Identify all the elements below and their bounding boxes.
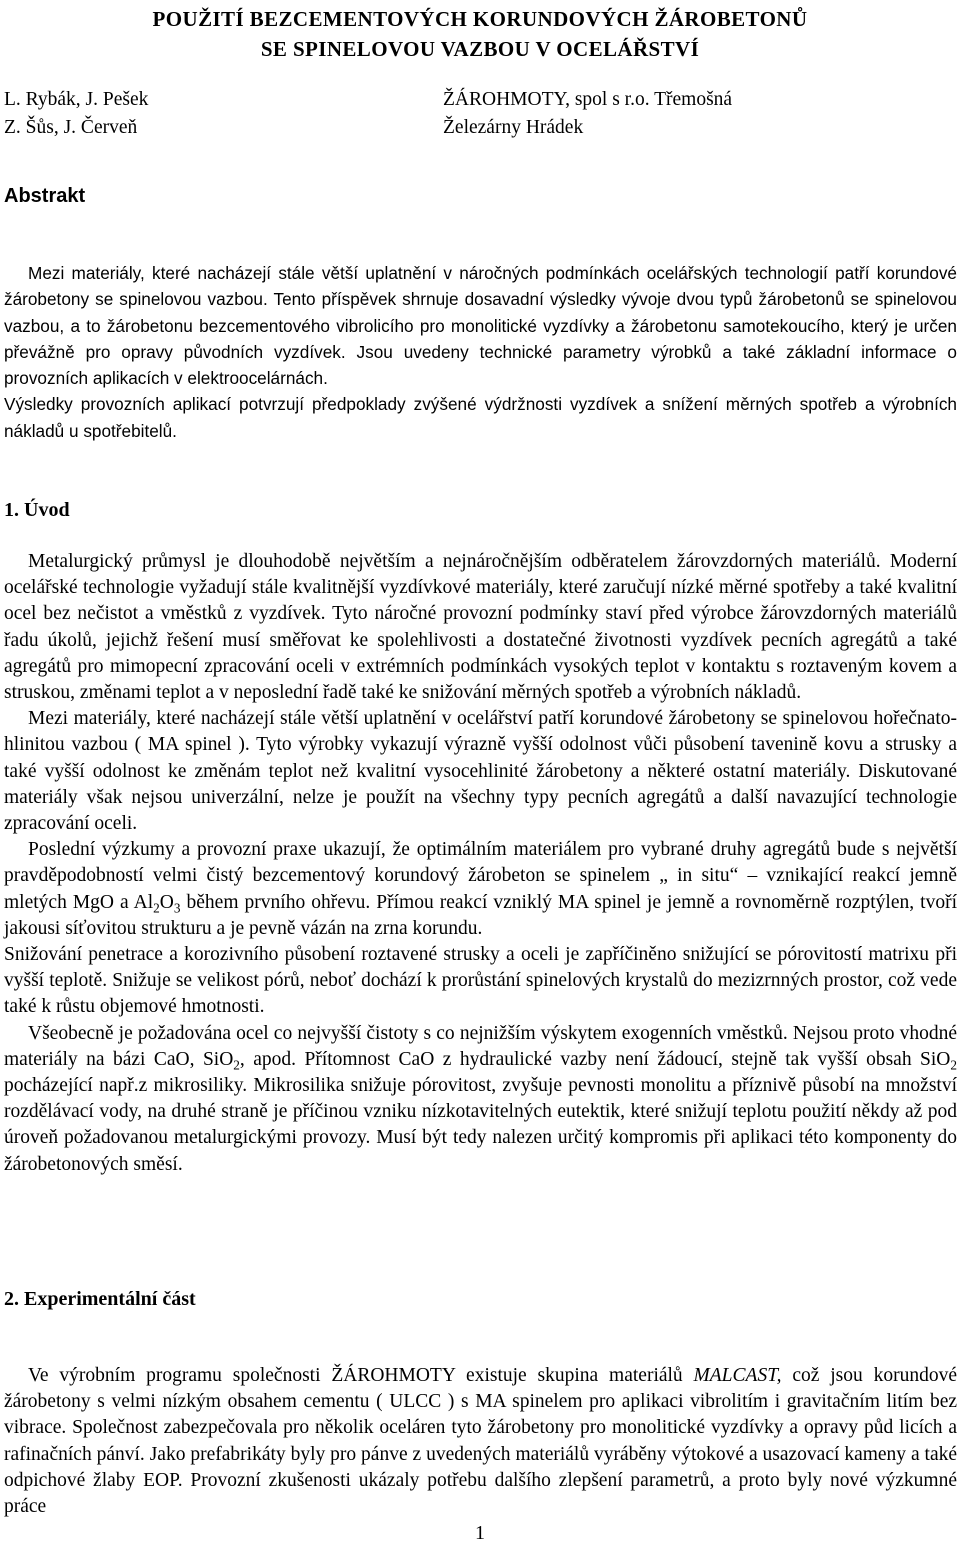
section-1-body: [4, 549, 957, 1178]
subscript: 2: [153, 900, 160, 916]
authors-names: [4, 86, 148, 142]
section-1-paragraph-3: [4, 837, 957, 942]
p3-text-a: Poslední výzkumy a provozní praxe ukazují, že optimálním materiálem pro vybrané druhy agregátů bude s největší pravděpodobností velmi čistý bezcementový korundový žárobeton se spinelem „ in situ“ – vznikající reakcí jemně mletých MgO a Al: [4, 839, 957, 913]
abstract-paragraph-1: [4, 260, 957, 391]
s2-text-b: což jsou korundové žárobetony s velmi nízkým obsahem cementu ( ULCC ) s MA spinelem pro aplikaci vibrolitím i gravitačním litím bez vibrace. Společnost zabezpečovala pro několik oceláren tyto žárobetony pro monolitické vyzdívky a opravy půd licích a rafinačních pánví. Jako prefabrikáty byly pro pánve z uvedených materiálů vyráběny výtokové a usazovací kameny a také odpichové žlaby EOP. Provozní zkušenosti ukázaly potřebu dalšího zlepšení parametrů, a proto byly nové výzkumné práce: [4, 1365, 957, 1518]
title-line-2: SE SPINELOVOU VAZBOU V OCELÁŘSTVÍ: [260, 37, 700, 61]
p3-text-b: během prvního ohřevu. Přímou reakcí vzniklý MA spinel je jemně a rovnoměrně rozptýlen, tvoří jakousi síťovitou strukturu a je pevně vázán na zrna korundu.: [4, 891, 957, 939]
page-number: 1: [475, 1522, 485, 1544]
abstract-sentence-3: Jsou uvedeny technické parametry výrobků a také základní informace o provozních aplikacích v elektroocelárnách.: [4, 341, 957, 389]
p5-text-a: Všeobecně je požadována ocel co nejvyšší čistoty s co nejnižším výskytem exogenních vměstků. Nejsou proto vhodné materiály na bázi CaO, SiO: [4, 1022, 957, 1070]
authors-affiliations: [443, 86, 732, 142]
section-2-body: [4, 1363, 957, 1520]
product-name: MALCAST,: [693, 1365, 782, 1386]
affiliation-line-1: ŽÁROHMOTY, spol s r.o. Třemošná: [443, 89, 733, 110]
title-line-1: POUŽITÍ BEZCEMENTOVÝCH KORUNDOVÝCH ŽÁROBETONŮ: [152, 7, 808, 31]
section-1-paragraph-5: [4, 1021, 957, 1178]
p5-text-c: pocházející např.z mikrosiliky. Mikrosilika snižuje pórovitost, zvyšuje pevnosti monolitu a příznivě působí na množství rozdělávací vody, na druhé straně je příčinou vzniku nízkotavitelných eutektik, které snižují teplotu použití někdy až pod úroveň požadovanou metalurgickými provozy. Musí být tedy nalezen určitý kompromis při aplikaci této komponenty do žárobetonových směsí.: [4, 1075, 957, 1175]
abstract-sentence-1: Mezi materiály, které nacházejí stále větší uplatnění v náročných podmínkách ocelářských technologií patří korundové žárobetony se spinelovou vazbou.: [4, 263, 957, 310]
subscript: 3: [173, 900, 181, 916]
abstract-sentence-2: Tento příspěvek shrnuje dosavadní výsledky vývoje dvou typů žárobetonů se spinelovou vazbou, a to žárobetonu bezcementového vibrolicího pro monolitické vyzdívky a žárobetonu samotekoucího, který je určen převážně pro opravy původních vyzdívek.: [4, 289, 957, 362]
section-1-paragraph-2: Mezi materiály, které nacházejí stále větší uplatnění v ocelářství patří korundové žárobetony se spinelovou hořečnato-hlinitou vazbou ( MA spinel ). Tyto výrobky vykazují výrazně vyšší odolnost vůči působení tavenině kovu a strusky a také vyšší odolnost ke změnám teplot než kvalitní vysocehlinité žárobetony a některé ostatní materiály. Diskutované materiály však nejsou univerzální, nelze je použít na všechny typy pecních agregátů a další navazující technologie zpracování oceli.: [4, 708, 957, 835]
p3-text-mid: O: [159, 891, 174, 913]
authors-line-2: Z. Šůs, J. Červeň: [4, 117, 138, 138]
affiliation-line-2: Železárny Hrádek: [443, 117, 584, 138]
abstract-body: [4, 260, 957, 444]
section-2-paragraph-1: [4, 1363, 957, 1520]
section-1-paragraph-4: Snižování penetrace a korozivního působení roztavené strusky a oceli je zapříčiněno snižující se pórovitostí matrixu při vyšší teplotě. Snižuje se velikost pórů, neboť dochází k prorůstání spinelových krystalů do mezizrnných prostor, což vede také k růstu objemové hmotnosti.: [4, 944, 957, 1018]
p5-text-b: , apod. Přítomnost CaO z hydraulické vazby není žádoucí, stejně tak vyšší obsah SiO: [239, 1048, 951, 1070]
subscript: 2: [233, 1057, 240, 1073]
authors-line-1: L. Rybák, J. Pešek: [4, 89, 149, 110]
s2-text-a: Ve výrobním programu společnosti ŽÁROHMOTY existuje skupina materiálů: [28, 1365, 694, 1386]
section-1-paragraph-1: Metalurgický průmysl je dlouhodobě největším a nejnáročnějším odběratelem žárovzdorných materiálů. Moderní ocelářské technologie vyžadují stále kvalitnější vyzdívkové materiály, které zaručují nízké měrné spotřeby a také kvalitní ocel bez nečistot a vměstků z vyzdívek. Tyto náročné provozní podmínky staví před výrobce žárovzdorných materiálů řadu úkolů, jejichž řešení musí směřovat ke spolehlivosti a dostatečné životnosti vyzdívek pecních agregátů a také agregátů pro mimopecní zpracování oceli v extrémních podmínkách vysokých teplot v kontaktu s roztaveným kovem a struskou, změnami teplot a v neposlední řadě také ke snižování měrných spotřeb a výrobních nákladů.: [4, 551, 957, 704]
section-1-heading: 1. Úvod: [4, 499, 70, 521]
subscript: 2: [950, 1057, 958, 1073]
paper-title: [0, 4, 960, 64]
section-2-heading: 2. Experimentální část: [4, 1288, 196, 1310]
abstract-paragraph-2: Výsledky provozních aplikací potvrzují předpoklady zvýšené výdržnosti vyzdívek a snížení měrných spotřeb a výrobních nákladů u spotřebitelů.: [4, 394, 957, 441]
abstract-heading: Abstrakt: [4, 185, 86, 207]
